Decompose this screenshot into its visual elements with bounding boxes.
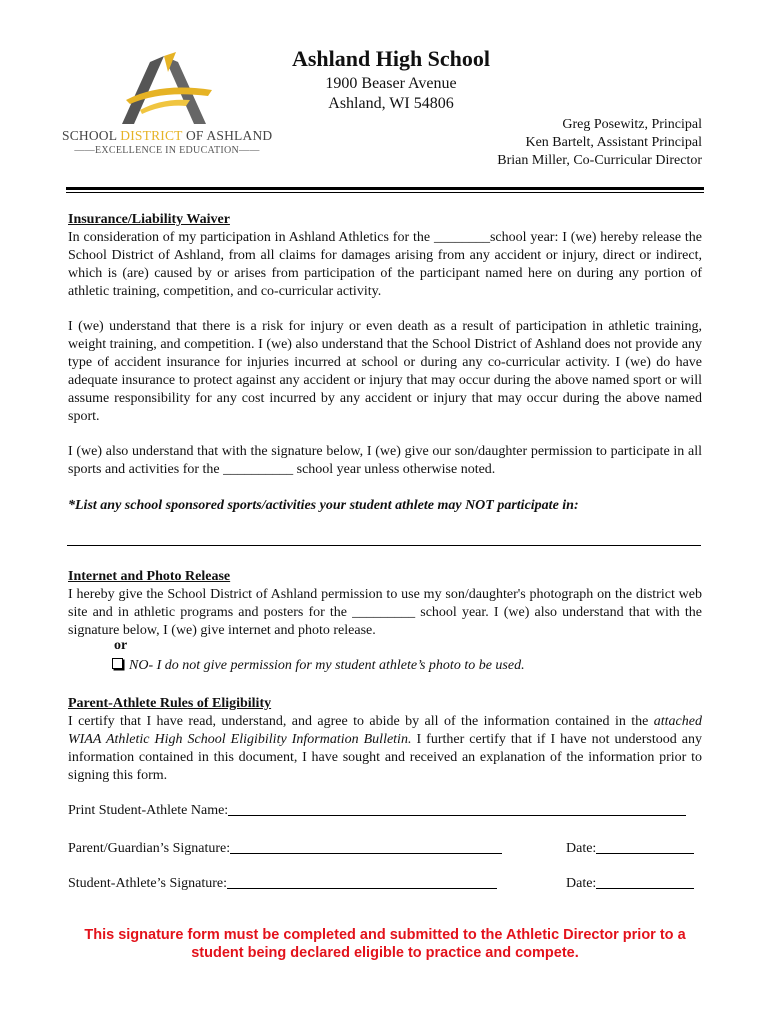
submission-notice [40, 926, 730, 962]
waiver-paragraph-3: I (we) also understand that with the signature below, I (we) give our son/daughter permission to participate in all sports and activities for the __________ school year unless otherwise noted. [68, 444, 702, 477]
opt-out-checkbox[interactable] [112, 658, 123, 669]
district-tagline: ——EXCELLENCE IN EDUCATION—— [74, 145, 260, 156]
parent-date-row [566, 839, 694, 857]
photo-release-paragraph: I hereby give the School District of Ashland permission to use my son/daughter's photograph on the district web site and in athletic programs and posters for the _________ school year. I (we) also understand that with the signature below, I (we) give internet and photo release. [68, 587, 702, 638]
waiver-heading: Insurance/Liability Waiver [68, 212, 230, 227]
address-line-1: 1900 Beaser Avenue [325, 75, 457, 92]
waiver-paragraph-2: I (we) understand that there is a risk for injury or even death as a result of participation in athletic training, weight training, and competition. I (we) also understand that the School District of Ashland does not provide any type of accident insurance for injuries incurred at school or during any co-curricular activity. I (we) do have adequate insurance to protect against any accident or injury that may occur during the above named sport or will assume responsibility for any cost incurred by any accident or injury that may occur during the above named sport. [68, 319, 702, 424]
print-name-row [68, 801, 686, 819]
staff-principal: Greg Posewitz, Principal [562, 117, 702, 132]
parent-signature-label: Parent/Guardian’s Signature: [68, 841, 231, 856]
school-title: Ashland High School [291, 46, 491, 71]
district-name: SCHOOL DISTRICT OF ASHLAND [62, 128, 273, 143]
district-logo [62, 52, 272, 160]
photo-opt-out [112, 658, 525, 674]
submission-notice-line-2: student being declared eligible to practice and compete. [191, 945, 579, 961]
photo-release-heading: Internet and Photo Release [68, 569, 231, 584]
print-name-field[interactable] [228, 801, 686, 816]
submission-notice-line-1: This signature form must be completed and submitted to the Athletic Director prior to a [84, 927, 686, 943]
eligibility-heading: Parent-Athlete Rules of Eligibility [68, 696, 272, 711]
student-date-row [566, 874, 694, 892]
print-name-label: Print Student-Athlete Name: [68, 803, 229, 818]
eligibility-paragraph: I certify that I have read, understand, and agree to abide by all of the information contained in the attached WIAA Athletic High School Eligibility Information Bulletin. I further certify that if I have not understood any information contained in this document, I have sought and received an explanation of the information prior to signing this form. [68, 714, 702, 783]
or-label: or [114, 638, 128, 653]
student-date-label: Date: [566, 876, 597, 891]
header-divider-thick [66, 187, 704, 190]
restricted-activities-prompt: *List any school sponsored sports/activities your student athlete may NOT participate in: [68, 498, 579, 513]
student-signature-row [68, 874, 497, 892]
restricted-activities-field[interactable] [67, 545, 701, 546]
address-line-2: Ashland, WI 54806 [328, 95, 454, 112]
parent-date-field[interactable] [596, 839, 694, 854]
student-signature-label: Student-Athlete’s Signature: [68, 876, 228, 891]
student-signature-field[interactable] [227, 874, 497, 889]
parent-signature-field[interactable] [230, 839, 502, 854]
waiver-paragraph-1: In consideration of my participation in Ashland Athletics for the ________school year: I (we) hereby release the School District of Ashland, from all claims for damages arising from any accident or injury, direct or indirect, which is (are) caused by or arises from participation of the participant named here on during any portion of athletic training, competition, and co-curricular activity. [68, 230, 702, 299]
ashland-a-logo-icon [120, 52, 214, 126]
opt-out-label: NO- I do not give permission for my student athlete’s photo to be used. [129, 658, 525, 673]
header-divider-thin [66, 192, 704, 193]
parent-signature-row [68, 839, 502, 857]
staff-cocurricular-director: Brian Miller, Co-Curricular Director [497, 153, 702, 168]
parent-date-label: Date: [566, 841, 597, 856]
student-date-field[interactable] [596, 874, 694, 889]
staff-assistant-principal: Ken Bartelt, Assistant Principal [525, 135, 702, 150]
